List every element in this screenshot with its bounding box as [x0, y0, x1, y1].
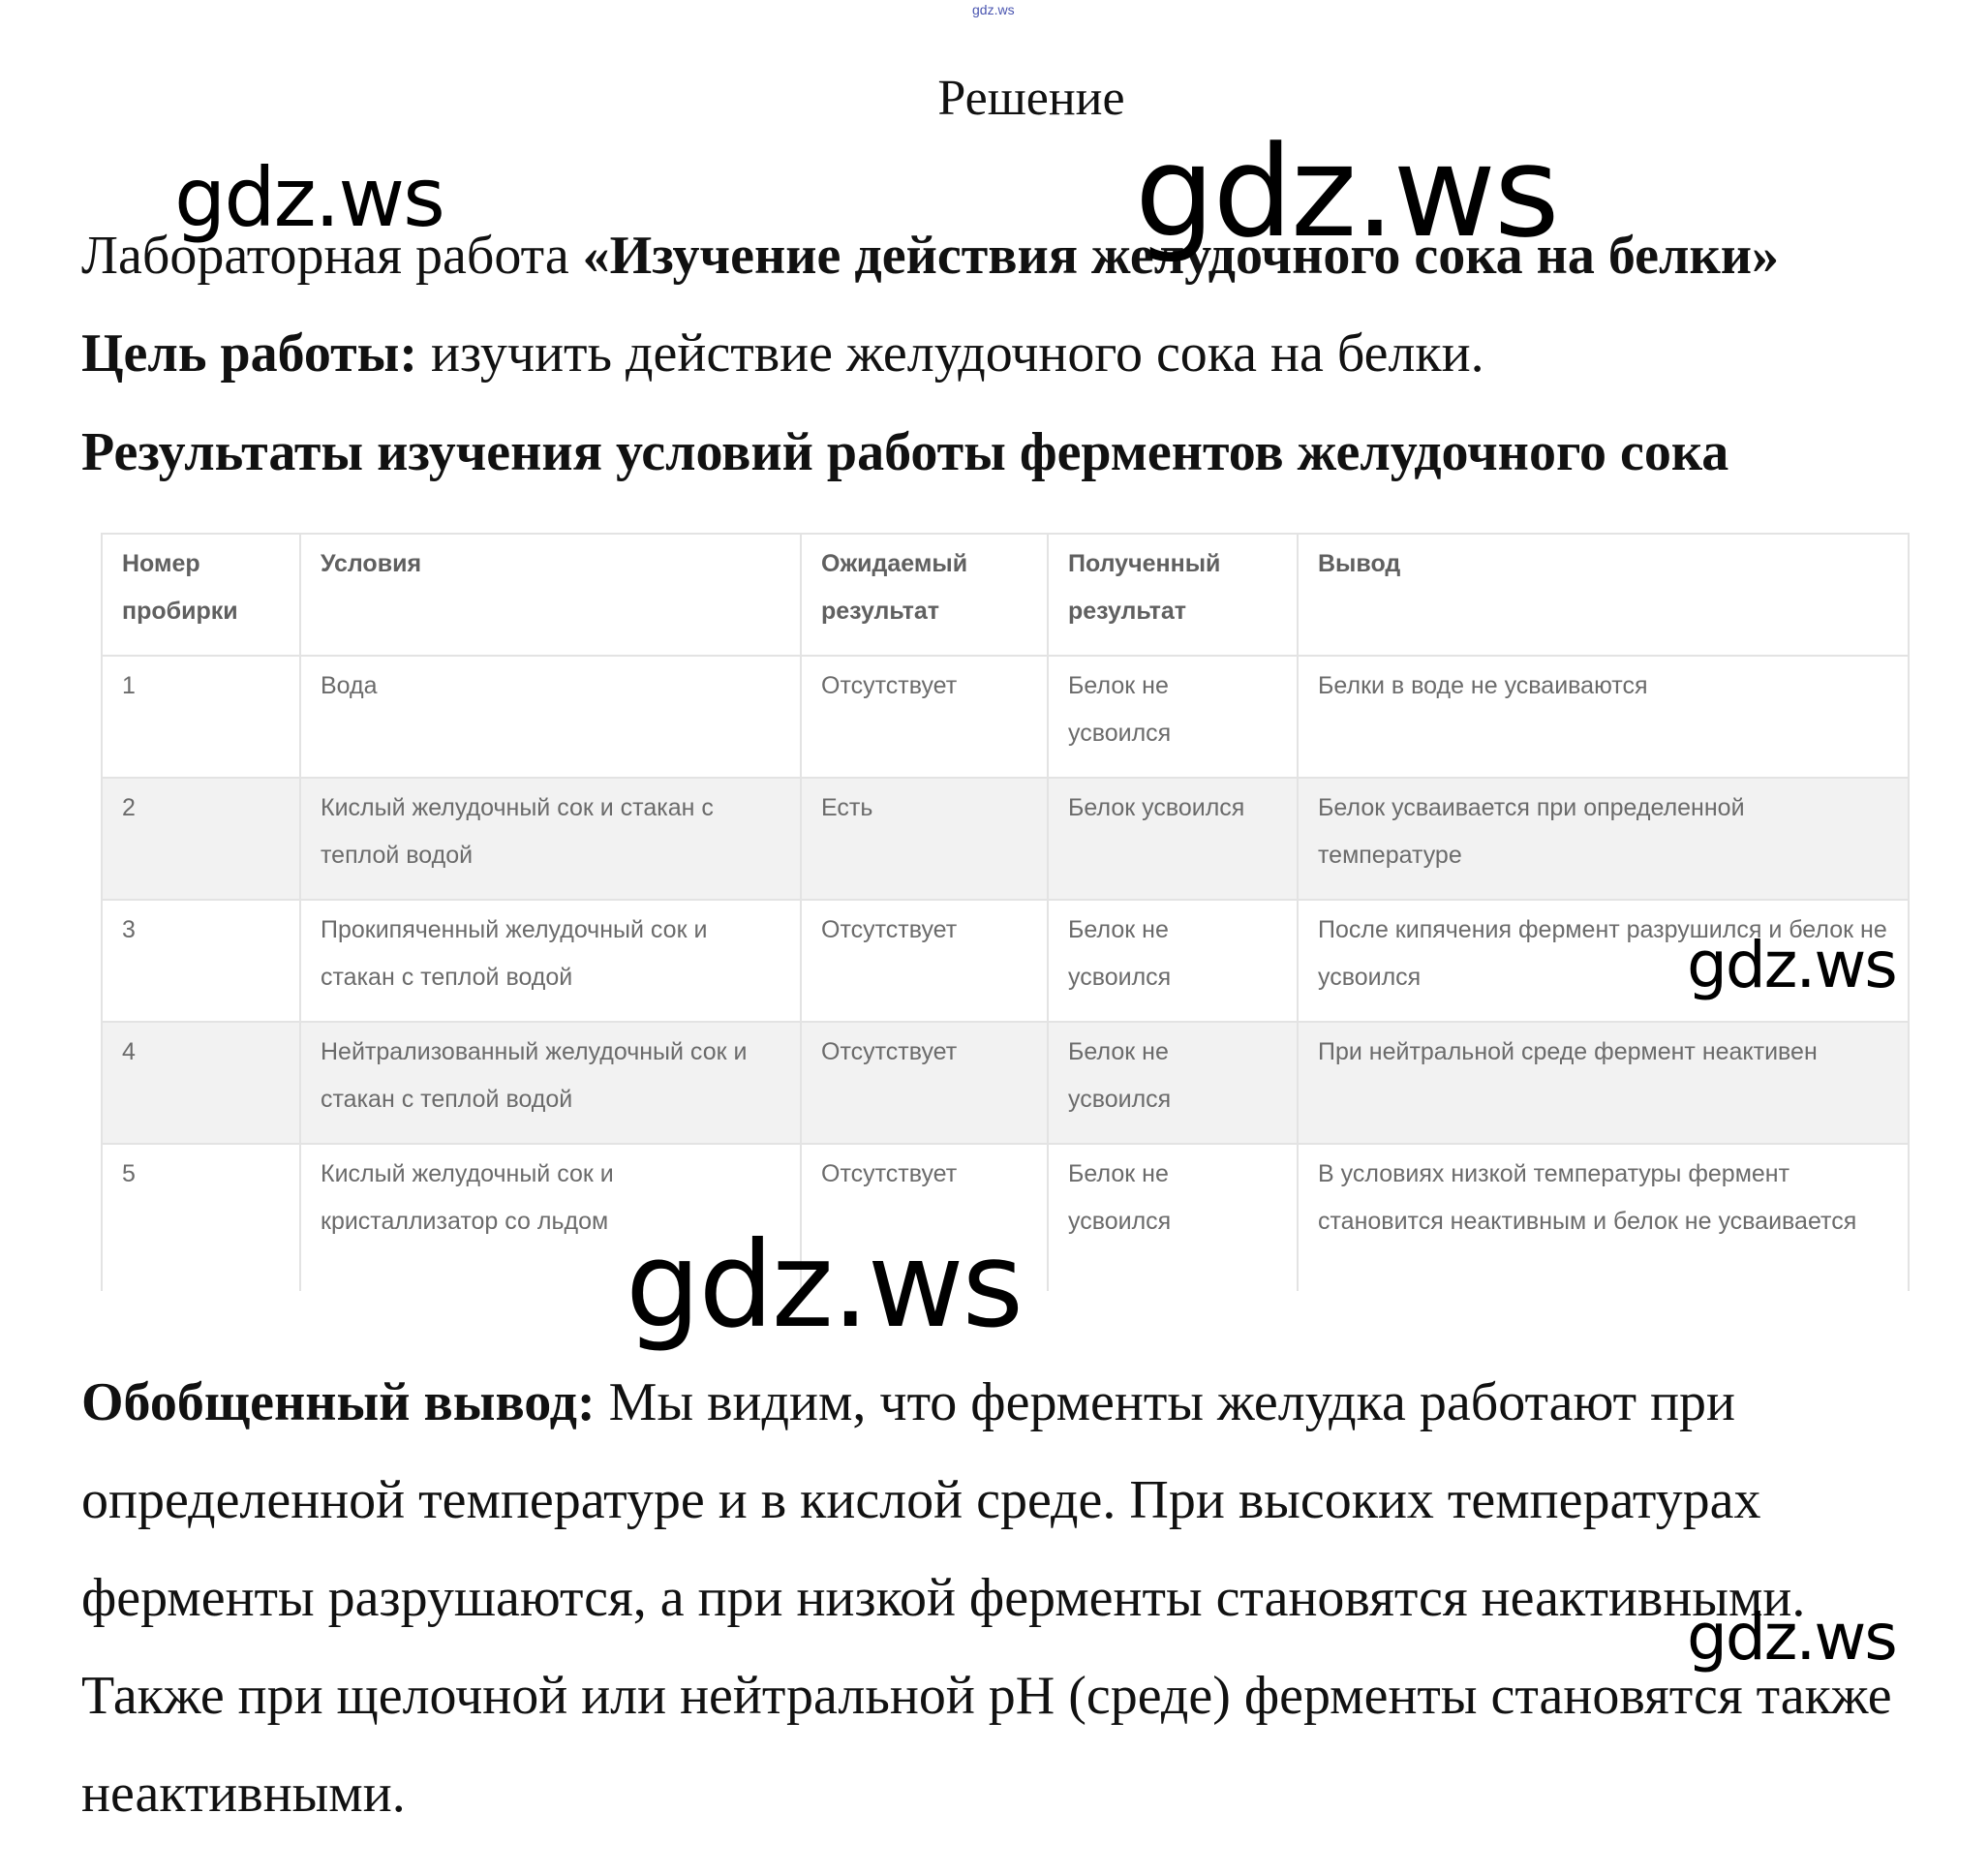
- table-row: [102, 778, 1909, 900]
- cell-tube-number: 2: [102, 778, 300, 900]
- goal-line: [81, 323, 1484, 384]
- cell-conditions: Вода: [300, 656, 801, 778]
- lab-prefix: Лабораторная работа: [81, 226, 583, 286]
- cell-conditions: Нейтрализованный желудочный сок и стакан с теплой водой: [300, 1022, 801, 1144]
- cell-actual: Белок не усвоился: [1048, 656, 1298, 778]
- cell-expected: Отсутствует: [801, 900, 1048, 1022]
- conclusion-text: Мы видим, что ферменты желудка работают при определенной температуре и в кислой среде. При высоких температурах ферменты разрушаются, а при низкой ферменты становятся неактивными. Также при щелочной или нейтральной pH (среде) ферменты становятся также неактивными.: [81, 1372, 1892, 1824]
- header-conclusion: Вывод: [1298, 534, 1909, 656]
- watermark: gdz.ws: [1687, 928, 1896, 1002]
- conclusion-paragraph: [81, 1354, 1960, 1843]
- table-row: [102, 656, 1909, 778]
- cell-conclusion: Белки в воде не усваиваются: [1298, 656, 1909, 778]
- cell-tube-number: 1: [102, 656, 300, 778]
- watermark: gdz.ws: [1687, 1600, 1896, 1675]
- header-expected-result: Ожидаемый результат: [801, 534, 1048, 656]
- header-watermark: gdz.ws: [972, 2, 1015, 17]
- cell-conditions: Прокипяченный желудочный сок и стакан с теплой водой: [300, 900, 801, 1022]
- conclusion-label: Обобщенный вывод:: [81, 1372, 596, 1432]
- table-row: [102, 1022, 1909, 1144]
- header-actual-result: Полученный результат: [1048, 534, 1298, 656]
- cell-conditions: Кислый желудочный сок и стакан с теплой водой: [300, 778, 801, 900]
- goal-label: Цель работы:: [81, 323, 417, 384]
- watermark: gdz.ws: [626, 1216, 1023, 1354]
- watermark: gdz.ws: [174, 150, 443, 245]
- cell-expected: Есть: [801, 778, 1048, 900]
- header-tube-number: Номер пробирки: [102, 534, 300, 656]
- cell-actual: Белок усвоился: [1048, 778, 1298, 900]
- cell-expected: Отсутствует: [801, 1022, 1048, 1144]
- cell-conclusion: После кипячения фермент разрушился и белок не усвоился: [1298, 900, 1909, 1022]
- cell-actual: Белок не усвоился: [1048, 1022, 1298, 1144]
- watermark: gdz.ws: [1135, 118, 1558, 265]
- page-title: Решение: [937, 71, 1125, 126]
- cell-conditions: Кислый желудочный сок и кристаллизатор со льдом: [300, 1144, 801, 1291]
- cell-tube-number: 3: [102, 900, 300, 1022]
- cell-conclusion: При нейтральной среде фермент неактивен: [1298, 1022, 1909, 1144]
- goal-text: изучить действие желудочного сока на белки.: [417, 323, 1484, 384]
- table-header-row: [102, 534, 1909, 656]
- cell-actual: Белок не усвоился: [1048, 900, 1298, 1022]
- cell-actual: Белок не усвоился: [1048, 1144, 1298, 1291]
- table-row: [102, 900, 1909, 1022]
- results-heading: Результаты изучения условий работы ферментов желудочного сока: [81, 422, 1729, 482]
- cell-expected: Отсутствует: [801, 656, 1048, 778]
- cell-expected: Отсутствует: [801, 1144, 1048, 1291]
- cell-tube-number: 5: [102, 1144, 300, 1291]
- cell-conclusion: В условиях низкой температуры фермент становится неактивным и белок не усваивается: [1298, 1144, 1909, 1291]
- cell-conclusion: Белок усваивается при определенной температуре: [1298, 778, 1909, 900]
- results-table: [101, 533, 1910, 1291]
- header-conditions: Условия: [300, 534, 801, 656]
- lab-title: «Изучение действия желудочного сока на белки»: [582, 226, 1779, 286]
- cell-tube-number: 4: [102, 1022, 300, 1144]
